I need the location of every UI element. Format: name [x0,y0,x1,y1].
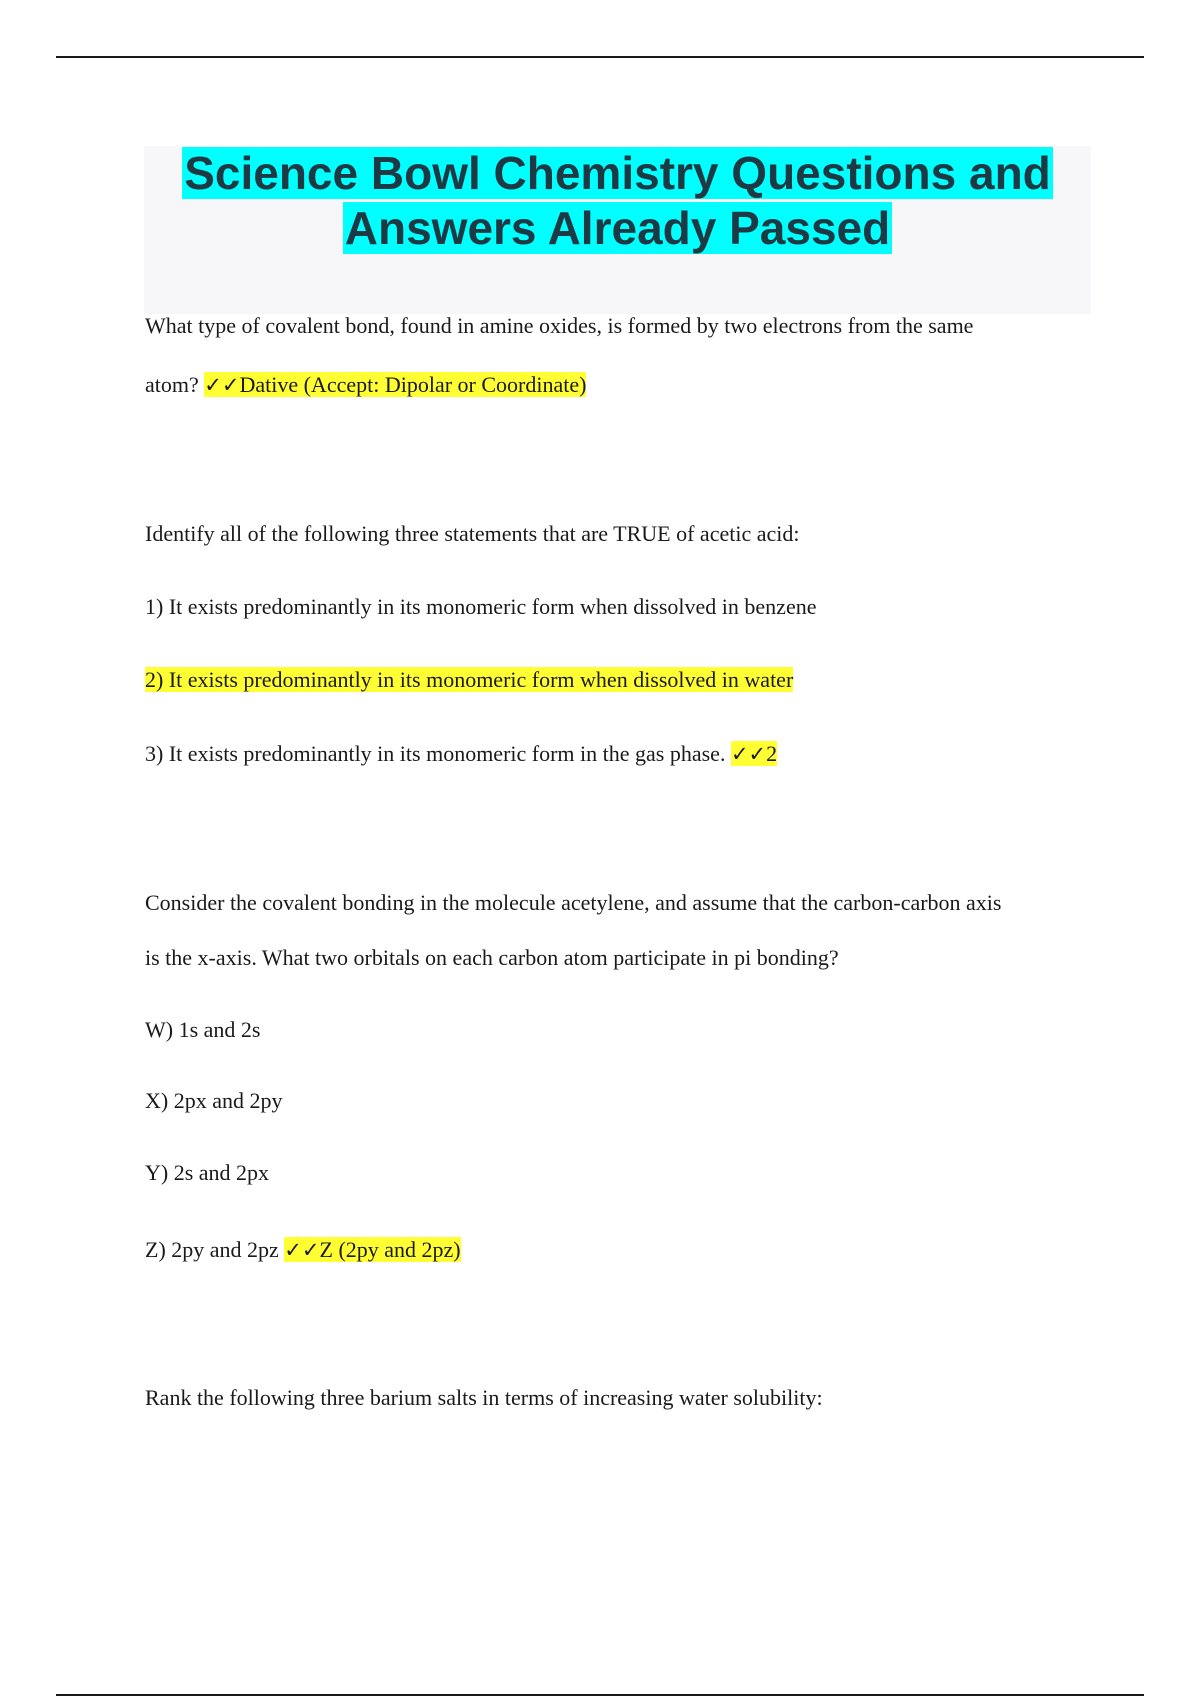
q3-answer-highlight [284,1237,460,1262]
q3-option-y: Y) 2s and 2px [145,1160,270,1185]
double-check-icon: ✓✓ [204,373,240,397]
q3-option-z-text: Z) 2py and 2pz [145,1237,285,1262]
q1-answer-highlight [204,372,586,397]
q2-option-3-text: 3) It exists predominantly in its monomeric form in the gas phase. [145,741,731,766]
q3-option-z [145,1235,461,1265]
title-block [144,146,1091,314]
q2-option-3 [145,739,777,769]
q1-answer: Dative (Accept: Dipolar or Coordinate) [239,372,587,397]
q3-text-line-2: is the x-axis. What two orbitals on each carbon atom participate in pi bonding? [145,945,839,970]
q3-answer: Z (2py and 2pz) [319,1237,461,1262]
double-check-icon: ✓✓ [730,742,767,766]
q2-option-2-highlight: 2) It exists predominantly in its monomeric form when dissolved in water [145,667,794,692]
bottom-rule [56,1694,1144,1696]
q2-option-2 [145,665,793,695]
double-check-icon: ✓✓ [284,1238,320,1262]
q2-answer: 2 [766,741,778,766]
document-title [144,146,1091,256]
q3-option-x: X) 2px and 2py [145,1088,283,1113]
q2-answer-highlight [731,741,777,766]
q2-question: Identify all of the following three statements that are TRUE of acetic acid: [145,521,800,546]
q1-text-line-1: What type of covalent bond, found in amine oxides, is formed by two electrons from the same [145,313,974,338]
q1-text-line-2 [145,370,586,400]
q4-question: Rank the following three barium salts in terms of increasing water solubility: [145,1385,823,1410]
top-rule [56,56,1144,58]
q3-option-w: W) 1s and 2s [145,1017,261,1042]
q3-text-line-1: Consider the covalent bonding in the molecule acetylene, and assume that the carbon-carbon axis [145,890,1002,915]
q1-text-prefix: atom? [145,372,205,397]
title-line-2: Answers Already Passed [344,202,891,254]
title-line-1: Science Bowl Chemistry Questions and [184,147,1051,199]
q2-option-1: 1) It exists predominantly in its monomeric form when dissolved in benzene [145,594,817,619]
